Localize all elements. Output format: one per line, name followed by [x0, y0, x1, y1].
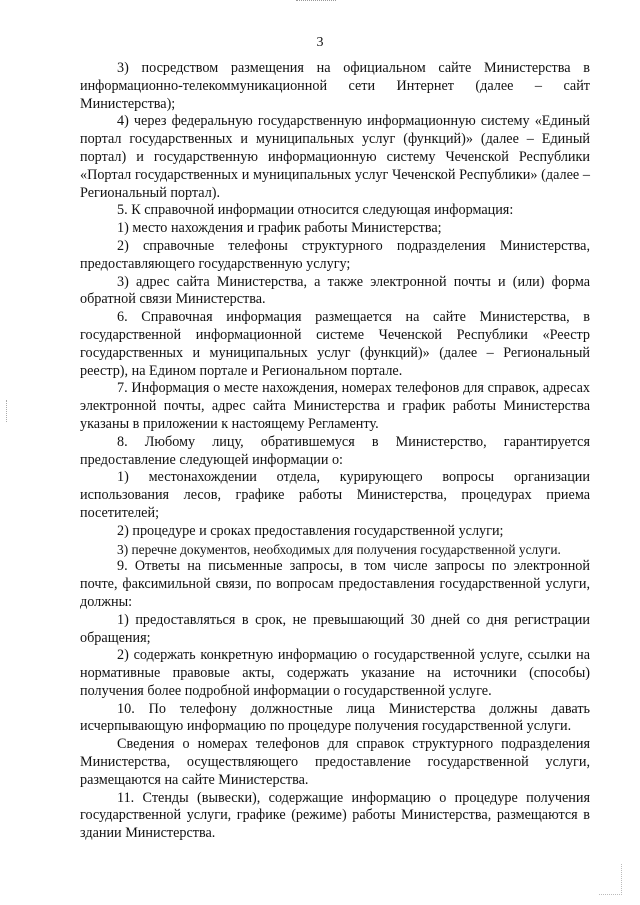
scan-artifact-corner: [599, 864, 622, 895]
scan-artifact-margin: [6, 400, 10, 422]
page-number: 3: [316, 35, 324, 50]
paragraph-5-2-phones: 2) справочные телефоны структурного подразделения Министерства, предоставляющего государственную услугу;: [80, 237, 590, 272]
scan-artifact-top: [296, 0, 336, 5]
paragraph-9-2-content: 2) содержать конкретную информацию о государственной услуге, ссылки на нормативные правовые акты, содержать указание на источники (способы) получения более подробной информации о государственной услуге.: [80, 647, 590, 699]
paragraph-phone-info: Сведения о номерах телефонов для справок структурного подразделения Министерства, осуществляющего предоставление государственной услуги, размещаются на сайте Министерства.: [80, 736, 590, 788]
paragraph-8-guarantee: 8. Любому лицу, обратившемуся в Министерство, гарантируется предоставление следующей информации о:: [80, 433, 590, 468]
paragraph-5-1-location: 1) место нахождения и график работы Министерства;: [117, 220, 442, 237]
paragraph-5-3-website-address: 3) адрес сайта Министерства, а также электронной почты и (или) форма обратной связи Министерства.: [80, 273, 590, 308]
paragraph-8-2-procedure: 2) процедуре и сроках предоставления государственной услуги;: [117, 522, 504, 539]
document-body: [80, 60, 590, 843]
paragraph-5-reference-info: 5. К справочной информации относится следующая информация:: [117, 202, 514, 219]
paragraph-8-1-department: 1) местонахождении отдела, курирующего вопросы организации использования лесов, графике работы Министерства, процедурах приема посетителей;: [80, 469, 590, 521]
paragraph-9-1-deadline: 1) предоставляться в срок, не превышающий 30 дней со дня регистрации обращения;: [80, 611, 590, 646]
paragraph-7-contacts: 7. Информация о месте нахождения, номерах телефонов для справок, адресах электронной почты, адрес сайта Министерства и график работы Министерства указаны в приложении к настоящему Регламенту.: [80, 380, 590, 432]
paragraph-8-3-documents: 3) перечне документов, необходимых для получения государственной услуги.: [117, 541, 561, 557]
paragraph-10-phone: 10. По телефону должностные лица Министерства должны давать исчерпывающую информацию по процедуре получения государственной услуги.: [80, 700, 590, 735]
paragraph-4-portals: 4) через федеральную государственную информационную систему «Единый портал государственных и муниципальных услуг (функций)» (далее – Единый портал) и государственную информационную систему Чеченской Республики «Портал государственных и муниципальных услуг Чеченской Республики» (далее – Региональный портал).: [80, 113, 590, 201]
paragraph-6-publication: 6. Справочная информация размещается на сайте Министерства, в государственной информационной системе Чеченской Республики «Реестр государственных и муниципальных услуг (функций)» (далее – Региональный реестр), на Едином портале и Региональном портале.: [80, 309, 590, 379]
paragraph-11-stands: 11. Стенды (вывески), содержащие информацию о процедуре получения государственной услуги, графике (режиме) работы Министерства, размещаются в здании Министерства.: [80, 789, 590, 842]
paragraph-9-written-requests: 9. Ответы на письменные запросы, в том числе запросы по электронной почте, факсимильной связи, по вопросам предоставления государственной услуги, должны:: [80, 558, 590, 610]
paragraph-3-website: 3) посредством размещения на официальном сайте Министерства в информационно-телекоммуникационной сети Интернет (далее – сайт Министерства);: [80, 60, 590, 112]
